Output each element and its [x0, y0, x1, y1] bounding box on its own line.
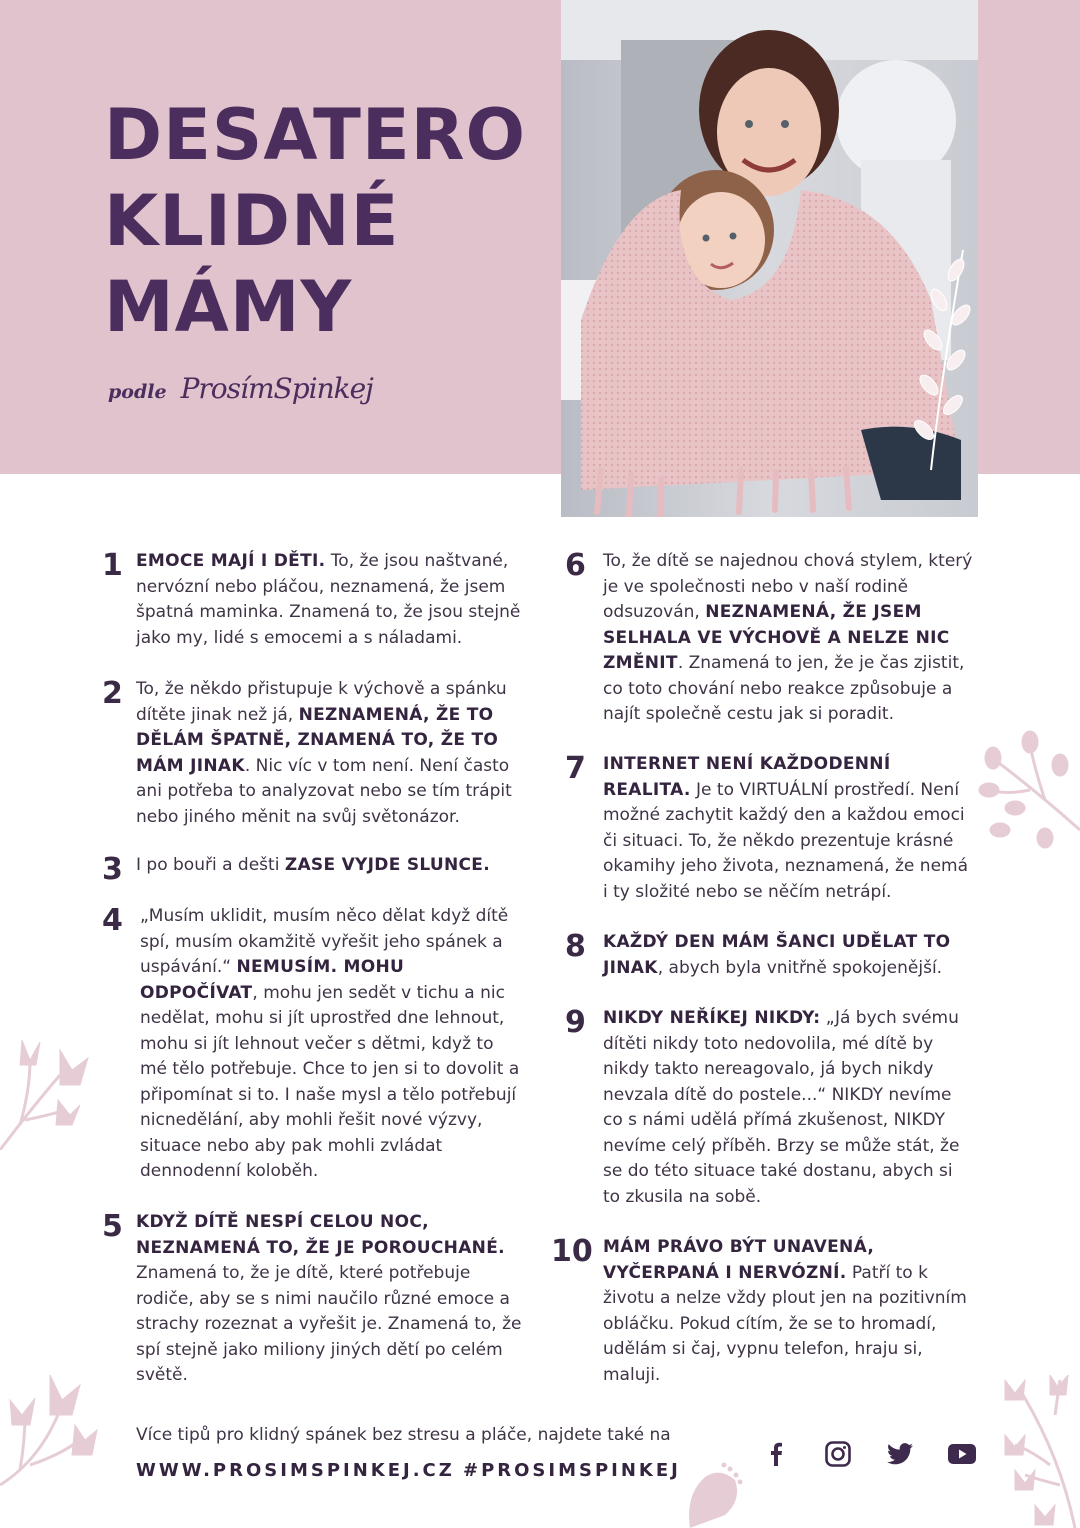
item-emphasis: MÁM PRÁVO BÝT UNAVENÁ, VYČERPANÁ I NERVÓZNÍ.: [603, 1237, 875, 1283]
instagram-icon: [825, 1441, 851, 1467]
item-text: [136, 549, 526, 651]
item-text: [603, 1006, 973, 1210]
item-body: „Já bych svému dítěti nikdy toto nedovolila, mé dítě by nikdy takto nereagovalo, já bych nikdy nevzala dítě do postele...“ NIKDY nevíme co s námi udělá přímá zkušenost, NIKDY nevíme celý příběh. Brzy se může stát, že se do této situace také dostanu, abych si to zkusila na sobě.: [603, 1008, 960, 1207]
item-body: . Nic víc v tom není. Není často ani potřeba to analyzovat nebo se tím trápit nebo jiného měnit na svůj světonázor.: [136, 755, 512, 827]
item-number: 5: [102, 1209, 123, 1244]
item-number: 6: [565, 548, 586, 583]
flower-decoration-right: [975, 720, 1080, 850]
list-item-4: [102, 903, 520, 1185]
item-text: [603, 752, 973, 905]
item-text: [136, 1210, 526, 1389]
item-number: 4: [102, 903, 123, 938]
list-item-8: [565, 929, 973, 981]
list-item-2: [102, 676, 526, 830]
facebook-icon: [769, 1442, 783, 1466]
social-links: [762, 1440, 976, 1468]
byline: [108, 372, 373, 405]
item-text: [140, 904, 520, 1185]
item-number: 8: [565, 929, 586, 964]
item-number: 10: [551, 1234, 593, 1269]
page-title: [104, 92, 526, 350]
item-body: . Znamená to jen, že je čas zjistit, co toto chování nebo reakce způsobuje a najít společně cestu jak si poradit.: [603, 653, 965, 724]
twitter-icon: [887, 1443, 913, 1465]
item-emphasis: KAŽDÝ DEN MÁM ŠANCI UDĚLAT TO JINAK: [603, 932, 951, 978]
item-body: , mohu jen sedět v tichu a nic nedělat, mohu si jít uprostřed dne lehnout, mohu si jít lehnout večer s dětmi, když to mé tělo potřebuje. Chce to jen si to dovolit a připomínat si to. I naše mysl a tělo potřebují nicnedělání, aby mohli řešit nové výzvy, situace nebo aby pak mohli zvládat dennodenní koloběh.: [140, 982, 520, 1181]
instagram-link[interactable]: [824, 1440, 852, 1468]
title-line-1: DESATERO: [104, 94, 527, 176]
mother-daughter-photo: [561, 0, 978, 517]
item-body: , abych byla vnitřně spokojenější.: [657, 957, 943, 978]
item-emphasis: NEZNAMENÁ, ŽE JSEM SELHALA VE VÝCHOVĚ A NELZE NIC ZMĚNIT: [603, 602, 950, 673]
item-body: Znamená to, že je dítě, které potřebuje rodiče, aby se s nimi naučilo různé emoce a strachy rozeznat a vyřešit je. Znamená to, že spí stejně jako miliony jiných dětí po celém světě.: [136, 1263, 522, 1385]
item-emphasis: NEZNAMENÁ, ŽE TO DĚLÁM ŠPATNĚ, ZNAMENÁ TO, ŽE TO MÁM JINAK: [136, 704, 499, 776]
item-emphasis: INTERNET NENÍ KAŽDODENNÍ REALITA.: [603, 754, 891, 800]
list-item-6: [565, 548, 973, 728]
title-line-2: KLIDNÉ: [104, 180, 400, 262]
flower-decoration-bottom-center: [680, 1455, 750, 1528]
item-emphasis: NIKDY NEŘÍKEJ NIKDY:: [603, 1008, 821, 1028]
item-body: To, že jsou naštvané, nervózní nebo pláčou, neznamená, že jsem špatná maminka. Znamená to, že jsou stejně jako my, lidé s emocemi a s náladami.: [136, 551, 521, 648]
list-item-9: [565, 1005, 973, 1210]
title-line-3: MÁMY: [104, 266, 353, 348]
item-number: 1: [102, 548, 123, 583]
brand-logo: ProsímSpinkej: [180, 372, 373, 405]
item-text: [603, 930, 973, 981]
item-text: [136, 677, 526, 830]
list-item-5: [102, 1209, 526, 1389]
item-body: Patří to k životu a nelze vždy plout jen na pozitivním obláčku. Pokud cítím, že se to hromadí, udělám si čaj, vypnu telefon, hraju si, maluji.: [603, 1262, 967, 1385]
list-item-7: [565, 751, 973, 905]
item-text: [603, 549, 973, 728]
list-item-1: [102, 548, 526, 651]
youtube-icon: [948, 1443, 976, 1465]
item-text: [603, 1235, 978, 1388]
item-body: „Musím uklidit, musím něco dělat když dítě spí, musím okamžitě vyřešit jeho spánek a uspávání.“: [140, 906, 509, 977]
item-number: 7: [565, 751, 586, 786]
item-body: Je to VIRTUÁLNÍ prostředí. Není možné zachytit každý den a každou emoci či situaci. To, že někdo prezentuje krásné okamihy jeho života, neznamená, že nemá i ty složité nebo se něčím netrápí.: [603, 779, 969, 902]
item-emphasis: NEMUSÍM. MOHU ODPOČÍVAT: [140, 957, 405, 1003]
hashtag-link[interactable]: #PROSIMSPINKEJ: [463, 1460, 681, 1481]
footer-text: Více tipů pro klidný spánek bez stresu a pláče, najdete také na: [136, 1425, 671, 1445]
item-body: To, že někdo přistupuje k výchově a spánku dítěte jinak než já,: [136, 679, 507, 725]
item-body: I po bouři a dešti: [136, 855, 285, 875]
item-emphasis: EMOCE MAJÍ I DĚTI.: [136, 551, 326, 571]
list-item-3: [102, 852, 526, 887]
item-body: To, že dítě se najednou chová stylem, který je ve společnosti nebo v naší rodině odsuzován,: [603, 551, 973, 622]
item-number: 9: [565, 1005, 586, 1040]
flower-decoration-bottom-right: [990, 1375, 1080, 1528]
facebook-link[interactable]: [762, 1440, 790, 1468]
flower-decoration-left-middle: [0, 1030, 100, 1150]
item-text: [136, 853, 526, 879]
list-item-10: [551, 1234, 978, 1388]
item-emphasis: ZASE VYJDE SLUNCE.: [284, 855, 490, 875]
youtube-link[interactable]: [948, 1440, 976, 1468]
item-number: 3: [102, 852, 123, 887]
flower-decoration-bottom-left: [0, 1370, 110, 1490]
byline-prefix: podle: [108, 381, 167, 403]
item-emphasis: KDYŽ DÍTĚ NESPÍ CELOU NOC, NEZNAMENÁ TO, ŽE JE POROUCHANÉ.: [136, 1212, 505, 1258]
website-link[interactable]: WWW.PROSIMSPINKEJ.CZ: [136, 1460, 455, 1481]
twitter-link[interactable]: [886, 1440, 914, 1468]
item-number: 2: [102, 676, 123, 711]
